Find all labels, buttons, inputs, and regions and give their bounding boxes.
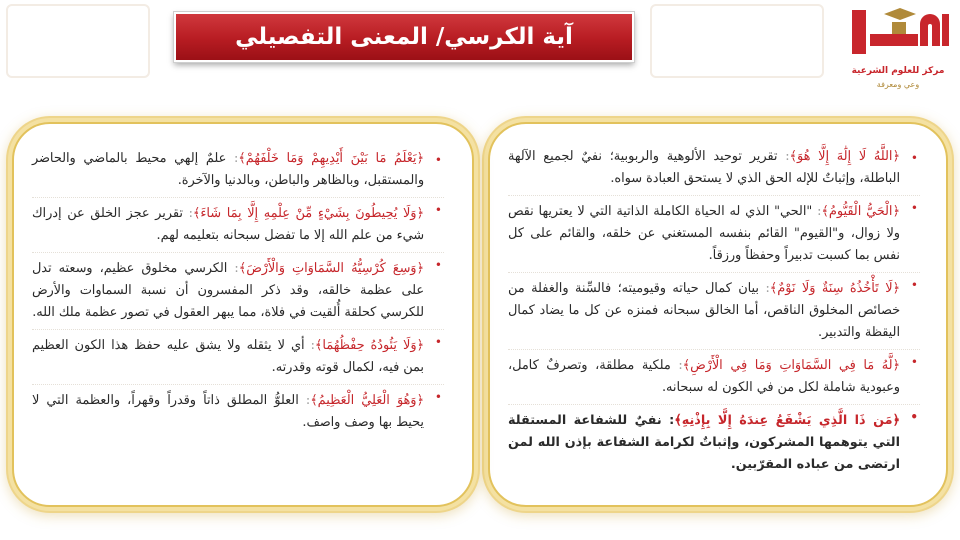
verse-quote: ﴿لَّهُ مَا فِي السَّمَاوَاتِ وَمَا فِي الْأَرْضِ﴾ xyxy=(682,358,900,373)
left-bullet-list xyxy=(32,148,444,434)
verse-explanation: تقرير عجز الخلق عن إدراك شيء من علم الله إلا ما تفضل سبحانه بتعليمه لهم. xyxy=(32,206,424,243)
right-bullet-list xyxy=(508,146,920,476)
bullet-icon: • xyxy=(910,278,918,292)
left-content-card xyxy=(12,122,474,507)
list-item: • ﴿اللَّهُ لَا إِلَٰهَ إِلَّا هُوَ﴾: تقرير توحيد الألوهية والربوبية؛ نفيٌ لجميع الآلهة الباطلة، وإثباتٌ للإله الحق الذي لا يستحق العبادة سواه. xyxy=(508,149,918,186)
bullet-icon: • xyxy=(434,335,442,349)
list-item: • ﴿الْحَيُّ الْقَيُّومُ﴾: "الحي" الذي له الحياة الكاملة الذاتية التي لا يعتريها نقص ولا زوال، و"القيوم" القائم بنفسه المستغني عن خلقه، والقائم على كل نفس بما كسبت تدبيراً وحفظاً ورزقاً. xyxy=(508,195,920,267)
bullet-icon: • xyxy=(910,201,918,215)
bullet-icon: • xyxy=(434,153,442,167)
bullet-icon: • xyxy=(910,355,918,369)
verse-quote: ﴿اللَّهُ لَا إِلَٰهَ إِلَّا هُوَ﴾ xyxy=(789,149,900,164)
verse-explanation: العلوُّ المطلق ذاتاً وقدراً وقهراً، والعظمة التي لا يحيط بها وصف واصف. xyxy=(32,393,424,430)
verse-quote: ﴿يَعْلَمُ مَا بَيْنَ أَيْدِيهِمْ وَمَا خَلْفَهُمْ﴾ xyxy=(238,151,424,166)
verse-quote: ﴿مَن ذَا الَّذِي يَشْفَعُ عِندَهُ إِلَّا بِإِذْنِهِ﴾ xyxy=(674,413,901,428)
verse-explanation: الكرسي مخلوق عظيم، وسعته تدل على عظمة خالقه، وقد ذكر المفسرون أن نسبة السماوات والأرض للكرسي كحلقة أُلقيت في فلاة، مما يبهر العقول في تصور عظمة ملك الله. xyxy=(32,261,424,320)
verse-explanation: علمٌ إلهي محيط بالماضي والحاضر والمستقبل، وبالظاهر والباطن، وبالدنيا والآخرة. xyxy=(32,151,424,188)
list-item: • ﴿لَّهُ مَا فِي السَّمَاوَاتِ وَمَا فِي الْأَرْضِ﴾: ملكية مطلقة، وتصرفٌ كامل، وعبودية شاملة لكل من في الكون له سبحانه. xyxy=(508,349,920,399)
list-item: • ﴿وَسِعَ كُرْسِيُّهُ السَّمَاوَاتِ وَالْأَرْضَ﴾: الكرسي مخلوق عظيم، وسعته تدل على عظمة خالقه، وقد ذكر المفسرون أن نسبة السماوات والأرض للكرسي كحلقة أُلقيت في فلاة، مما يبهر العقول في تصور عظمة ملك الله. xyxy=(32,252,444,324)
verse-explanation: أي لا يثقله ولا يشق عليه حفظ هذا الكون العظيم بمن فيه، لكمال قوته وقدرته. xyxy=(32,338,424,375)
list-item: • ﴿لَا تَأْخُذُهُ سِنَةٌ وَلَا نَوْمٌ﴾: بيان كمال حياته وقيوميته؛ فالسِّنة والغفلة من خصائص المخلوق الناقص، أما الخالق سبحانه فمنزه عن كل ما يضاد كمال اليقظة والتدبير. xyxy=(508,272,920,344)
logo-name: مركز للعلوم الشرعية xyxy=(851,66,945,76)
bullet-icon: • xyxy=(434,390,442,404)
verse-quote: ﴿وَسِعَ كُرْسِيُّهُ السَّمَاوَاتِ وَالْأَرْضَ﴾ xyxy=(238,261,424,276)
logo-tagline: وعي ومعرفة xyxy=(876,80,920,89)
verse-quote: ﴿وَهُوَ الْعَلِيُّ الْعَظِيمُ﴾ xyxy=(310,393,424,408)
background-ornament xyxy=(6,4,150,78)
verse-explanation: نفيٌ للشفاعة المستقلة التي يتوهمها المشركون، وإثباتٌ لكرامة الشفاعة بإذن الله لمن ارتضى من عباده المقرّبين. xyxy=(508,413,900,472)
title-banner xyxy=(174,12,634,62)
verse-quote: ﴿الْحَيُّ الْقَيُّومُ﴾ xyxy=(821,204,900,219)
logo xyxy=(840,4,956,100)
bullet-icon: • xyxy=(910,410,918,424)
verse-explanation: بيان كمال حياته وقيوميته؛ فالسِّنة والغفلة من خصائص المخلوق الناقص، أما الخالق سبحانه فمنزه عن كل ما يضاد كمال اليقظة والتدبير. xyxy=(508,281,900,340)
bullet-icon: • xyxy=(434,203,442,217)
verse-quote: ﴿وَلَا يَئُودُهُ حِفْظُهُمَا﴾ xyxy=(314,338,424,353)
logo-mark-icon xyxy=(840,4,956,66)
bullet-icon: • xyxy=(434,258,442,272)
right-content-card xyxy=(488,122,948,507)
list-item: • ﴿وَلَا يُحِيطُونَ بِشَيْءٍ مِّنْ عِلْمِهِ إِلَّا بِمَا شَاءَ﴾: تقرير عجز الخلق عن إدراك شيء من علم الله إلا ما تفضل سبحانه بتعليمه لهم. xyxy=(32,197,444,247)
list-item: • ﴿وَلَا يَئُودُهُ حِفْظُهُمَا﴾: أي لا يثقله ولا يشق عليه حفظ هذا الكون العظيم بمن فيه، لكمال قوته وقدرته. xyxy=(32,329,444,379)
background-ornament xyxy=(650,4,824,78)
verse-explanation: ملكية مطلقة، وتصرفٌ كامل، وعبودية شاملة لكل من في الكون له سبحانه. xyxy=(508,358,900,395)
verse-quote: ﴿لَا تَأْخُذُهُ سِنَةٌ وَلَا نَوْمٌ﴾ xyxy=(769,281,900,296)
verse-explanation: تقرير توحيد الألوهية والربوبية؛ نفيٌ لجميع الآلهة الباطلة، وإثباتٌ للإله الحق الذي لا يستحق العبادة سواه. xyxy=(508,149,900,186)
list-item: • ﴿وَهُوَ الْعَلِيُّ الْعَظِيمُ﴾: العلوُّ المطلق ذاتاً وقدراً وقهراً، والعظمة التي لا يحيط بها وصف واصف. xyxy=(32,384,444,434)
bullet-icon: • xyxy=(910,151,918,165)
verse-quote: ﴿وَلَا يُحِيطُونَ بِشَيْءٍ مِّنْ عِلْمِهِ إِلَّا بِمَا شَاءَ﴾ xyxy=(192,206,424,221)
page-title: آية الكرسي/ المعنى التفصيلي xyxy=(235,24,573,50)
list-item: • ﴿يَعْلَمُ مَا بَيْنَ أَيْدِيهِمْ وَمَا خَلْفَهُمْ﴾: علمٌ إلهي محيط بالماضي والحاضر والمستقبل، وبالظاهر والباطن، وبالدنيا والآخرة. xyxy=(32,151,442,188)
list-item: • ﴿مَن ذَا الَّذِي يَشْفَعُ عِندَهُ إِلَّا بِإِذْنِهِ﴾: نفيٌ للشفاعة المستقلة التي يتوهمها المشركون، وإثباتٌ لكرامة الشفاعة بإذن الله لمن ارتضى من عباده المقرّبين. xyxy=(508,404,920,476)
verse-explanation: "الحي" الذي له الحياة الكاملة الذاتية التي لا يعتريها نقص ولا زوال، و"القيوم" القائم بنفسه المستغني عن خلقه، والقائم على كل نفس بما كسبت تدبيراً وحفظاً ورزقاً. xyxy=(508,204,900,263)
